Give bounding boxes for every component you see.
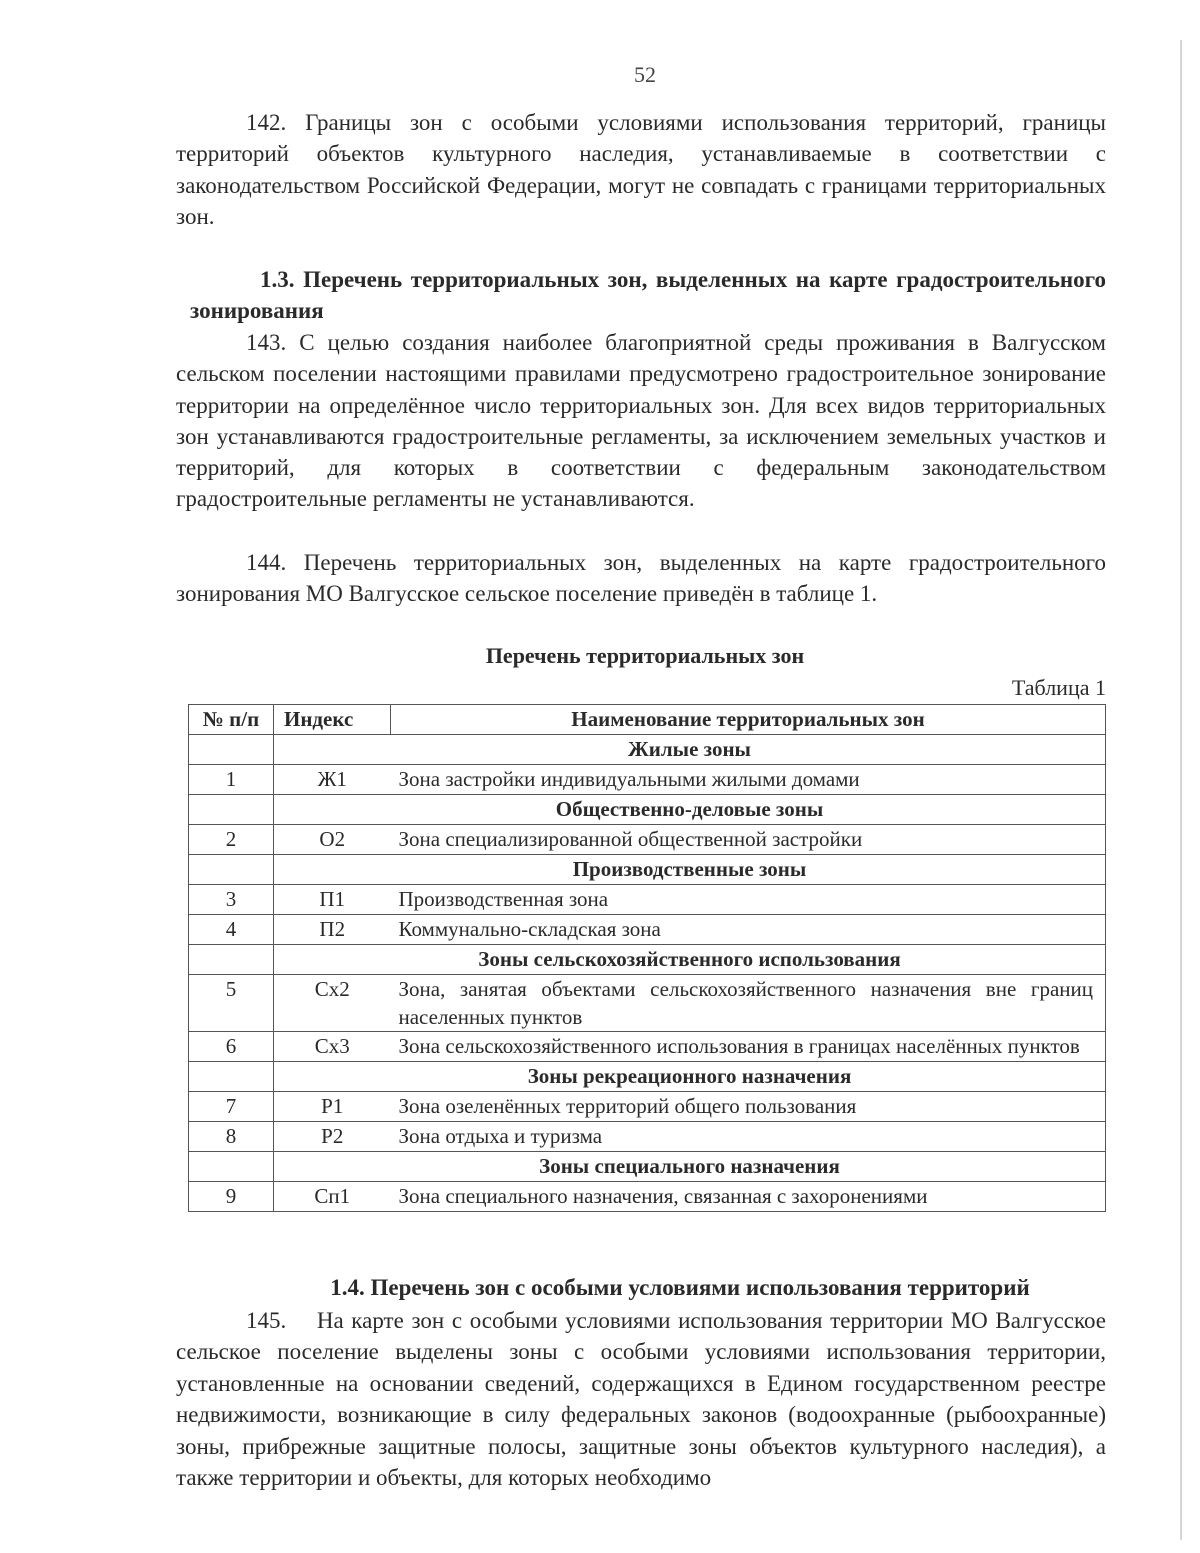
row-name: Зона, занятая объектами сельскохозяйственного назначения вне границ населенных пунктов <box>391 975 1106 1032</box>
group-row <box>189 1152 1106 1182</box>
table-row <box>189 1182 1106 1212</box>
row-index: Сх2 <box>274 975 391 1032</box>
row-name: Зона отдыха и туризма <box>391 1122 1106 1152</box>
row-index: Р2 <box>274 1122 391 1152</box>
row-name: Зона озеленённых территорий общего пользования <box>391 1092 1106 1122</box>
empty-cell <box>189 1062 274 1092</box>
row-num: 3 <box>189 885 274 915</box>
paragraph-text: С целью создания наиболее благоприятной среды проживания в Валгусском сельском поселении настоящими правилами предусмотрено градостроительное зонирование территории на определённое число территориальных зон. Для всех видов территориальных зон устанавливаются градостроительные регламенты, за исключением земельных участков и территорий, для которых в соответствии с федеральным законодательством градостроительные регламенты не устанавливаются. <box>176 330 1106 512</box>
table-row <box>189 1092 1106 1122</box>
section-heading-1-4 <box>0 1275 1200 1301</box>
row-index: Сп1 <box>274 1182 391 1212</box>
empty-cell <box>189 945 274 975</box>
paragraph-number: 142. <box>246 110 287 135</box>
paragraph-number: 144. <box>246 550 287 575</box>
row-num: 9 <box>189 1182 274 1212</box>
group-row <box>189 945 1106 975</box>
paragraph-number: 145. <box>246 1308 287 1333</box>
row-name: Зона застройки индивидуальными жилыми домами <box>391 765 1106 795</box>
group-title: Общественно-деловые зоны <box>274 795 1106 825</box>
group-title: Жилые зоны <box>274 735 1106 765</box>
paragraph-number: 143. <box>246 330 287 355</box>
row-index: П1 <box>274 885 391 915</box>
header-index: Индекс <box>274 705 391 735</box>
group-row <box>189 855 1106 885</box>
row-index: Р1 <box>274 1092 391 1122</box>
row-index: Сх3 <box>274 1032 391 1062</box>
row-num: 1 <box>189 765 274 795</box>
group-row <box>189 735 1106 765</box>
empty-cell <box>189 855 274 885</box>
row-name: Коммунально-складская зона <box>391 915 1106 945</box>
section-title: Перечень зон с особыми условиями использования территорий <box>370 1275 1030 1300</box>
table-row <box>189 915 1106 945</box>
table-row <box>189 765 1106 795</box>
header-num: № п/п <box>189 705 274 735</box>
empty-cell <box>189 735 274 765</box>
row-name: Зона специального назначения, связанная с захоронениями <box>391 1182 1106 1212</box>
paragraph-143 <box>176 327 1106 515</box>
table-header-row <box>189 705 1106 735</box>
row-num: 8 <box>189 1122 274 1152</box>
table-row <box>189 885 1106 915</box>
group-title: Производственные зоны <box>274 855 1106 885</box>
header-name: Наименование территориальных зон <box>391 705 1106 735</box>
paragraph-144 <box>176 547 1106 610</box>
row-name: Зона сельскохозяйственного использования в границах населённых пунктов <box>391 1032 1106 1062</box>
section-number: 1.4. <box>330 1275 365 1300</box>
row-num: 6 <box>189 1032 274 1062</box>
zones-table <box>188 704 1106 1212</box>
empty-cell <box>189 1152 274 1182</box>
row-num: 4 <box>189 915 274 945</box>
table-row <box>189 1032 1106 1062</box>
row-index: П2 <box>274 915 391 945</box>
group-title: Зоны специального назначения <box>274 1152 1106 1182</box>
group-row <box>189 795 1106 825</box>
paragraph-text: Границы зон с особыми условиями использования территорий, границы территорий объектов культурного наследия, устанавливаемые в соответствии с законодательством Российской Федерации, могут не совпадать с границами территориальных зон. <box>176 110 1107 229</box>
row-index: О2 <box>274 825 391 855</box>
page-number: 52 <box>634 62 656 87</box>
row-num: 5 <box>189 975 274 1032</box>
paragraph-text: Перечень территориальных зон, выделенных на карте градостроительного зонирования МО Валгусское сельское поселение приведён в таблице 1. <box>176 550 1107 607</box>
paragraph-142 <box>176 107 1106 232</box>
table-row <box>189 1122 1106 1152</box>
section-heading-1-3 <box>190 264 1106 327</box>
row-num: 7 <box>189 1092 274 1122</box>
paragraph-145 <box>176 1305 1106 1493</box>
table-row <box>189 975 1106 1032</box>
row-name: Зона специализированной общественной застройки <box>391 825 1106 855</box>
row-name: Производственная зона <box>391 885 1106 915</box>
paragraph-text: На карте зон с особыми условиями использования территории МО Валгусское сельское поселение выделены зоны с особыми условиями использования территории, установленные на основании сведений, содержащихся в Едином государственном реестре недвижимости, возникающие в силу федеральных законов (водоохранные (рыбоохранные) зоны, прибрежные защитные полосы, защитные зоны объектов культурного наследия), а также территории и объекты, для которых необходимо <box>176 1308 1106 1491</box>
section-title: Перечень территориальных зон, выделенных на карте градостроительного зонирования <box>190 267 1107 324</box>
empty-cell <box>189 795 274 825</box>
row-index: Ж1 <box>274 765 391 795</box>
group-title: Зоны сельскохозяйственного использования <box>274 945 1106 975</box>
section-number: 1.3. <box>260 267 295 292</box>
table-label: Таблица 1 <box>1011 675 1106 700</box>
page-edge <box>1180 40 1182 1540</box>
group-row <box>189 1062 1106 1092</box>
table-row <box>189 825 1106 855</box>
row-num: 2 <box>189 825 274 855</box>
group-title: Зоны рекреационного назначения <box>274 1062 1106 1092</box>
table-title: Перечень территориальных зон <box>485 643 805 668</box>
